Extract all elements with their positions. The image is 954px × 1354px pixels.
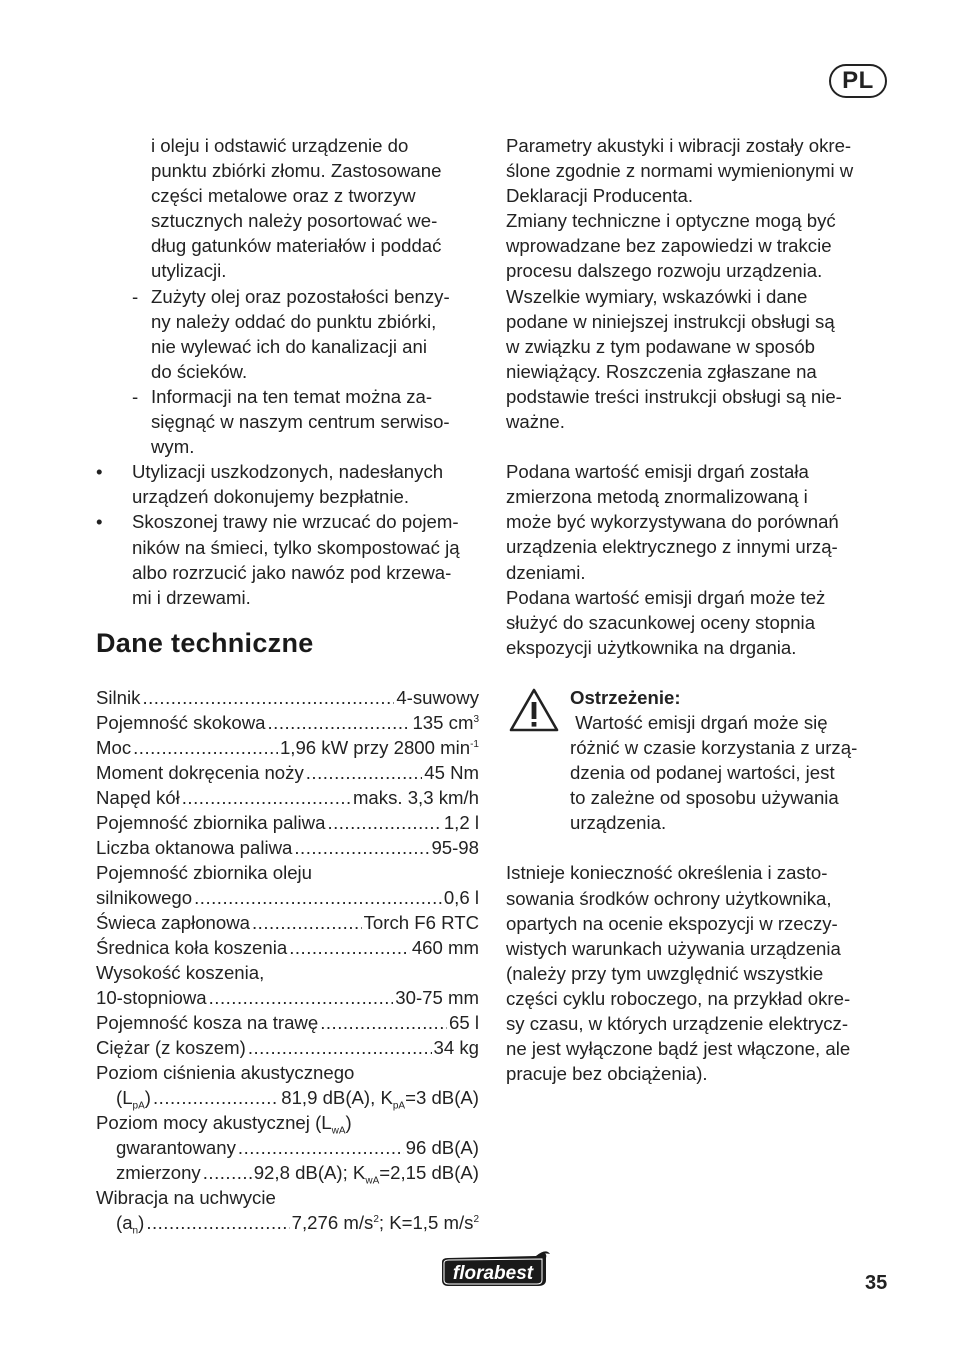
spec-label: Średnica koła koszenia [96,937,288,958]
text-line: albo rozrzucić jako nawóz pod krzewa- [132,561,452,583]
text-line: dzeniami. [506,561,586,583]
text-line: ników na śmieci, tylko skompostować ją [132,536,460,558]
warning-title: Ostrzeżenie: [570,686,681,708]
text-line: wprowadzane bez zapowiedzi w trakcie [506,235,832,257]
spec-value: 7,276 $m/s^2$; K=1,5 $m/s^2$ [291,1212,479,1233]
text-line: opartych na ocenie ekspozycji w rzeczy- [506,912,838,934]
text-line: - Zużyty olej oraz pozostałości benzy- [151,285,450,307]
spec-label: Pojemność kosza na trawę [96,1012,319,1033]
text-line: Istnieje konieczność określenia i zasto- [506,862,828,884]
text-line: do ścieków. [151,360,248,382]
spec-label: Pojemność zbiornika paliwa [96,812,326,833]
text-line: punktu zbiórki złomu. Zastosowane [151,160,442,182]
text-line: nie wylewać ich do kanalizacji ani [151,335,427,357]
text-line: Parametry akustyki i wibracji zostały okre- [506,135,852,156]
warning-icon [508,687,560,733]
spec-label: Moc [96,737,132,758]
text-line: ślone zgodnie z normami wymienionymi w [506,160,854,182]
text-line: części cyklu roboczego, na przykład okre- [506,987,851,1009]
text-line: służyć do szacunkowej oceny stopnia [506,611,816,633]
text-line: podstawie treści instrukcji obsługi są nie- [506,385,842,407]
spec-row [96,910,479,935]
spec-label-line: Poziom mocy akustycznej $(L_{wA})$ [96,1112,352,1137]
text-line: dług gatunków materiałów i poddać [151,235,442,257]
spec-row [96,1210,479,1235]
bullet-item-grass [96,509,480,609]
spec-label: Pojemność skokowa [96,712,266,733]
text-line: wistych warunkach używania urządzenia [506,937,841,959]
spec-row [96,810,479,835]
spec-value: 30-75 mm [395,987,479,1008]
spec-row [96,785,479,810]
florabest-logo [438,1250,552,1290]
text-line: ekspozycji użytkownika na drgania. [506,636,797,658]
text-line: • Skoszonej trawy nie wrzucać do pojem- [132,511,459,533]
spec-value: 65 l [449,1012,479,1033]
tech-specs-list [96,685,479,1235]
text-line: Deklaracji Producenta. [506,185,694,207]
spec-label: $(a_n)$ [116,1212,145,1237]
spec-label: Świeca zapłonowa [96,912,251,933]
spec-label: Napęd kół [96,787,180,808]
text-line: sięgnąć w naszym centrum serwiso- [151,411,450,433]
spec-row [96,1085,479,1110]
spec-value: 92,8 dB(A); $K_{wA}=2,15$ dB(A) [253,1162,479,1187]
text-line: części metalowe oraz z tworzyw [151,185,416,207]
spec-row [96,710,479,735]
text-line: - Informacji na ten temat można za- [151,385,433,407]
spec-label-line: Pojemność zbiornika oleju [96,862,313,883]
text-line: sztucznych należy posortować we- [151,210,438,232]
spec-label: Liczba oktanowa paliwa [96,837,293,858]
spec-row [96,1160,479,1185]
text-line: różnić w czasie korzystania z urzą- [570,737,858,759]
text-line: sy czasu, w których urządzenie elektrycz- [506,1013,849,1034]
text-line: Wszelkie wymiary, wskazówki i dane [506,285,808,307]
text-line: wym. [151,436,195,458]
text-line: urządzenia elektrycznego z innymi urzą- [506,536,838,558]
spec-label: gwarantowany [116,1137,236,1158]
svg-text:florabest: florabest [452,1263,534,1284]
page-number: 35 [865,1272,888,1294]
paragraph-acoustics [506,133,892,208]
spec-row [96,735,479,760]
paragraph-protection [506,860,892,1086]
text-line: sowania środków ochrony użytkownika, [506,887,832,909]
text-line: niewiążący. Roszczenia zgłaszane na [506,360,817,382]
text-line: Wartość emisji drgań może się [570,711,828,733]
text-line: urządzenia. [570,812,667,834]
text-line: urządzeń dokonujemy bezpłatnie. [132,486,410,508]
spec-value: 1,96 kW przy 2800 $\min^{-1}$ [279,737,479,758]
text-line: dzenia od podanej wartości, jest [570,762,835,784]
spec-value: 34 kg [433,1037,479,1058]
text-line: w związku z tym podawane w sposób [506,335,816,357]
spec-label: silnikowego [96,887,193,908]
spec-label: zmierzony [116,1162,201,1183]
spec-row [96,935,479,960]
spec-label: 10-stopniowa [96,987,207,1008]
spec-value: 95-98 [431,837,479,858]
spec-label: Silnik [96,687,141,708]
spec-row [96,685,479,710]
text-line: • Utylizacji uszkodzonych, nadesłanych [132,461,444,483]
text-line: Podana wartość emisji drgań została [506,461,809,483]
spec-value: 45 Nm [424,762,479,783]
text-line: pracuje bez obciążenia). [506,1063,708,1085]
spec-label: Ciężar (z koszem) [96,1037,246,1058]
language-badge: PL [829,64,887,98]
spec-value: Torch F6 RTC [363,912,479,933]
spec-row [96,1010,479,1035]
spec-value: 81,9 dB(A), $K_{pA}=3$ dB(A) [281,1087,479,1112]
spec-row [96,885,479,910]
spec-row [96,760,479,785]
continued-paragraph [96,133,480,284]
text-line: ny należy oddać do punktu zbiórki, [151,310,437,332]
dash-item-oil [96,284,480,384]
text-line: Podana wartość emisji drgań może też [506,586,826,608]
text-line: może być wykorzystywana do porównań [506,511,839,533]
spec-value: 96 dB(A) [405,1137,479,1158]
spec-value: 135 $cm^3$ [412,712,479,733]
warning-box [506,685,892,836]
section-title: Dane techniczne [96,628,314,658]
spec-row [96,1135,479,1160]
text-line: mi i drzewami. [132,586,251,608]
spec-value: 0,6 l [443,887,479,908]
bullet-item-disposal [96,459,480,509]
spec-row [96,1035,479,1060]
spec-label: Moment dokręcenia noży [96,762,304,783]
spec-label-line: Wibracja na uchwycie [96,1187,276,1208]
right-column [506,133,892,1086]
text-line: utylizacji. [151,260,227,282]
spec-row [96,985,479,1010]
spec-label-line: Poziom ciśnienia akustycznego [96,1062,355,1083]
spec-value: 1,2 l [443,812,479,833]
text-line: (należy przy tym uwzględnić wszystkie [506,962,824,984]
spec-value: maks. 3,3 km/h [352,787,479,808]
text-line: ne jest wyłączone bądź jest włączone, ale [506,1038,851,1060]
spec-label-line: Wysokość koszenia, [96,962,265,983]
spec-value: 460 mm [411,937,479,958]
paragraph-changes [506,208,892,434]
text-line: zmierzona metodą znormalizowaną i [506,486,808,508]
dash-item-info [96,384,480,459]
text-line: i oleju i odstawić urządzenie do [151,135,409,156]
text-line: Zmiany techniczne i optyczne mogą być [506,210,836,232]
text-line: podane w niniejszej instrukcji obsługi są [506,310,835,332]
text-line: procesu dalszego rozwoju urządzenia. [506,260,823,282]
spec-label: $(L_{pA})$ [116,1087,151,1112]
left-column [96,133,480,610]
paragraph-vibration [506,459,892,584]
spec-value: 4-suwowy [396,687,479,708]
text-line: to zależne od sposobu używania [570,787,839,809]
paragraph-exposure [506,585,892,660]
text-line: ważne. [506,411,565,433]
spec-row [96,835,479,860]
